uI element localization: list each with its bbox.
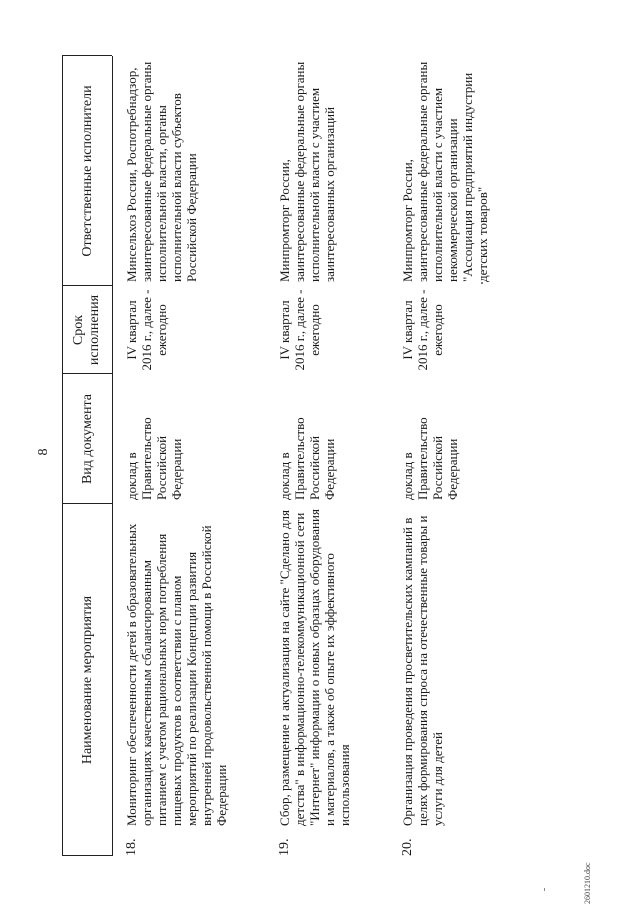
row-19-document-type: доклад в Правительство Российской Федерации — [277, 417, 337, 500]
row-20-deadline: IV квартал 2016 г., далее - ежегодно — [400, 289, 445, 371]
header-document-type: Вид документа — [79, 393, 95, 485]
row-18-document-type: доклад в Правительство Российской Федерации — [124, 417, 184, 500]
header-measure-name: Наименование мероприятия — [79, 595, 95, 765]
row-18-deadline: IV квартал 2016 г., далее - ежегодно — [124, 289, 169, 371]
row-19-executors: Минпромторг России, заинтересованные федеральные органы исполнительной власти с участием заинтересованных организаций — [277, 61, 337, 282]
header-deadline-label: Срок исполнения — [71, 294, 102, 366]
row-20-document-type: доклад в Правительство Российской Федерации — [400, 417, 460, 500]
scan-mark — [544, 888, 545, 891]
table-rule-header-bottom — [112, 56, 113, 856]
row-18-executors: Минсельхоз России, Роспотребнадзор, заинтересованные федеральные органы исполнительной власти, органы исполнительной власти субъектов Российской Федерации — [124, 61, 199, 282]
row-20-executors: Минпромторг России, заинтересованные федеральные органы исполнительной власти с участием некоммерческой организации "Ассоциация предприятий индустрии детских товаров" — [400, 61, 490, 282]
row-19-measure: Сбор, размещение и актуализация на сайте "Сделано для детства" в информационно-телекоммуникационной сети "Интернет" информации о новых образцах оборудования и материалов, а также об опыте их эффективного использования — [277, 509, 352, 826]
row-18-measure: Мониторинг обеспеченности детей в образовательных организациях качественным сбалансированным питанием с учетом рациональных норм потребления пищевых продуктов в соответствии с планом мероприятий по реализации Концепции развития внутренней продовольственной помощи в Российской Федерации — [124, 523, 229, 826]
row-18-number: 18. — [124, 838, 139, 856]
row-19-number: 19. — [277, 838, 292, 856]
measures-table — [62, 56, 510, 856]
row-20-number: 20. — [400, 838, 415, 856]
page-number: 8 — [36, 448, 51, 456]
document-filename: 2601210.doc — [583, 862, 592, 904]
header-deadline — [62, 286, 112, 374]
row-20-measure: Организация проведения просветительских кампаний в целях формирования спроса на отечественные товары и услуги для детей — [400, 515, 445, 826]
row-19-deadline: IV квартал 2016 г., далее - ежегодно — [277, 289, 322, 371]
header-executors: Ответственные исполнители — [79, 85, 95, 257]
